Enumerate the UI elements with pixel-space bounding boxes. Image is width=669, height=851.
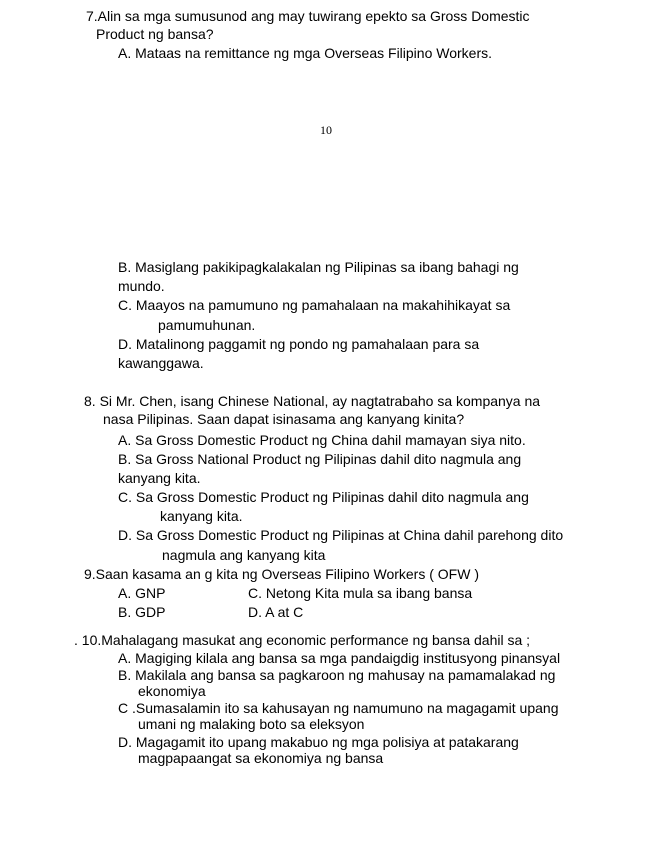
q10-option-d-line1: D. Magagamit ito upang makabuo ng mga polisiya at patakarang	[118, 734, 519, 750]
q10-option-b-line1: B. Makilala ang bansa sa pagkaroon ng mahusay na pamamalakad ng	[118, 667, 556, 683]
q9-option-a: A. GNP	[118, 585, 166, 601]
q7-option-b-line2: mundo.	[118, 278, 165, 294]
q8-option-c-line2: kanyang kita.	[160, 508, 243, 524]
q7-option-a: A. Mataas na remittance ng mga Overseas Filipino Workers.	[118, 45, 493, 61]
q10-option-d-line2: magpapaangat sa ekonomiya ng bansa	[138, 750, 384, 766]
q7-option-b-line1: B. Masiglang pakikipagkalakalan ng Pilipinas sa ibang bahagi ng	[118, 259, 519, 275]
q8-option-d-line2: nagmula ang kanyang kita	[162, 547, 326, 563]
q8-question-line2: nasa Pilipinas. Saan dapat isinasama ang kanyang kinita?	[103, 411, 465, 427]
q10-option-c-line1: C .Sumasalamin ito sa kahusayan ng namumuno na magagamit upang	[118, 700, 559, 716]
q8-option-a: A. Sa Gross Domestic Product ng China dahil mamayan siya nito.	[118, 432, 526, 448]
q10-question: . 10.Mahalagang masukat ang economic performance ng bansa dahil sa ;	[74, 632, 531, 648]
q9-option-b: B. GDP	[118, 604, 166, 620]
q9-option-c: C. Netong Kita mula sa ibang bansa	[248, 585, 473, 601]
q8-question-line1: 8. Si Mr. Chen, isang Chinese National, ay nagtatrabaho sa kompanya na	[84, 393, 541, 409]
q10-option-a: A. Magiging kilala ang bansa sa mga pandaigdig institusyong pinansyal	[118, 650, 561, 666]
q8-option-b-line1: B. Sa Gross National Product ng Pilipinas dahil dito nagmula ang	[118, 451, 522, 467]
page-number: 10	[320, 123, 332, 137]
q7-option-d-line2: kawanggawa.	[118, 355, 204, 371]
q8-option-c-line1: C. Sa Gross Domestic Product ng Pilipinas dahil dito nagmula ang	[118, 489, 529, 505]
q10-option-b-line2: ekonomiya	[138, 683, 206, 699]
q7-question-line2: Product ng bansa?	[96, 26, 214, 42]
q8-option-d-line1: D. Sa Gross Domestic Product ng Pilipinas at China dahil parehong dito	[118, 527, 564, 543]
q10-option-c-line2: umani ng malaking boto sa eleksyon	[138, 716, 365, 732]
q8-option-b-line2: kanyang kita.	[118, 470, 201, 486]
q7-option-c-line1: C. Maayos na pamumuno ng pamahalaan na makahihikayat sa	[118, 297, 511, 313]
q9-option-d: D. A at C	[248, 604, 304, 620]
q7-option-d-line1: D. Matalinong paggamit ng pondo ng pamahalaan para sa	[118, 336, 480, 352]
q7-option-c-line2: pamumuhunan.	[158, 317, 256, 333]
q7-question-line1: 7.Alin sa mga sumusunod ang may tuwirang epekto sa Gross Domestic	[86, 8, 530, 24]
q9-question: 9.Saan kasama an g kita ng Overseas Filipino Workers ( OFW )	[84, 566, 479, 582]
